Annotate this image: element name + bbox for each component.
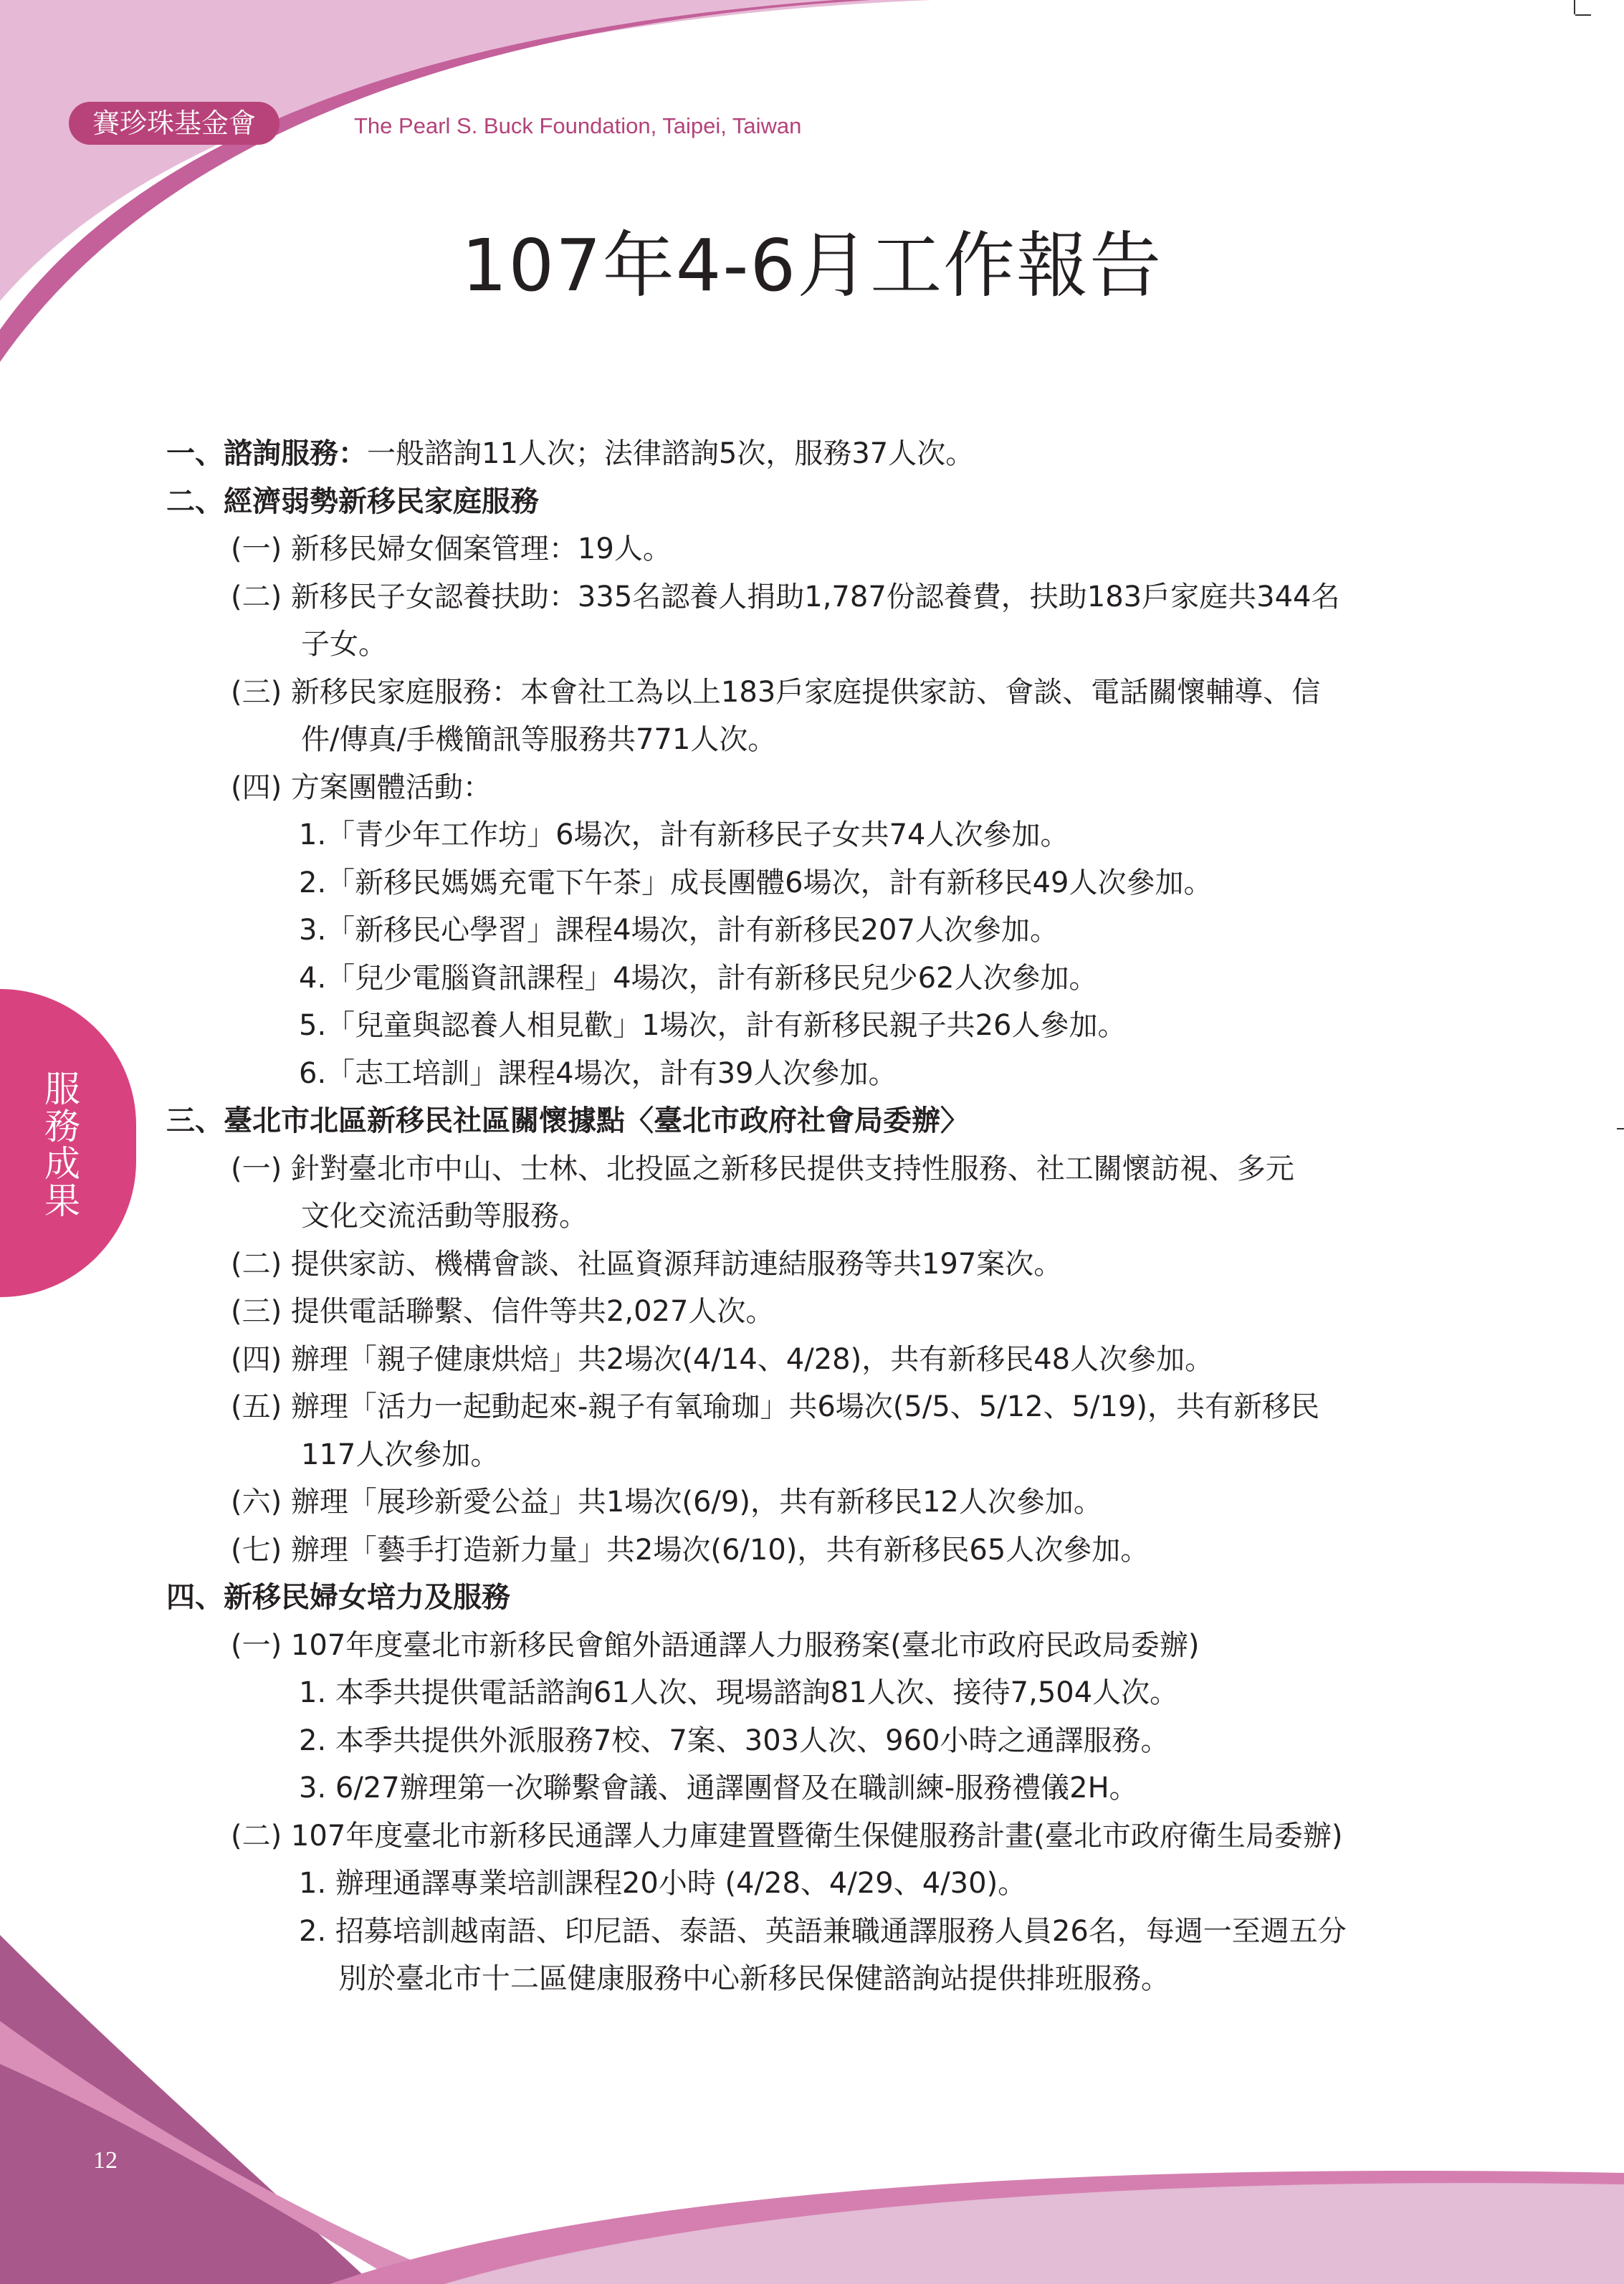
list-item: (七) 辦理「藝手打造新力量」共2場次(6/10)，共有新移民65人次參加。 bbox=[231, 1533, 1150, 1567]
crop-mark-right bbox=[1617, 1128, 1624, 1129]
list-item-continuation: 子女。 bbox=[301, 628, 387, 661]
list-item: (五) 辦理「活力一起動起來-親子有氧瑜珈」共6場次(5/5、5/12、5/19)，共有新移民 bbox=[231, 1390, 1320, 1423]
activity-item: 3.「新移民心學習」課程4場次，計有新移民207人次參加。 bbox=[299, 914, 1059, 947]
sub-item: 2. 本季共提供外派服務7校、7案、303人次、960小時之通譯服務。 bbox=[299, 1724, 1170, 1757]
list-item-continuation: 117人次參加。 bbox=[301, 1438, 500, 1471]
sub-item: 3. 6/27辦理第一次聯繫會議、通譯團督及在職訓練-服務禮儀2H。 bbox=[299, 1772, 1138, 1805]
section-heading: 三、臺北市北區新移民社區關懷據點〈臺北市政府社會局委辦〉 bbox=[166, 1104, 969, 1137]
crop-mark-top-right-h bbox=[1575, 14, 1591, 16]
section-heading: 二、經濟弱勢新移民家庭服務 bbox=[166, 484, 539, 518]
list-item: (三) 提供電話聯繫、信件等共2,027人次。 bbox=[231, 1295, 775, 1328]
page-number: 12 bbox=[93, 2147, 118, 2174]
org-badge: 賽珍珠基金會 bbox=[69, 102, 280, 145]
list-item: (一) 107年度臺北市新移民會館外語通譯人力服務案(臺北市政府民政局委辦) bbox=[231, 1628, 1200, 1662]
section-heading: 四、新移民婦女培力及服務 bbox=[166, 1581, 510, 1614]
side-tab-text bbox=[37, 1071, 87, 1220]
section-heading: 一、諮詢服務： bbox=[166, 437, 367, 470]
list-item: (二) 新移民子女認養扶助：335名認養人捐助1,787份認養費，扶助183戶家庭共344名 bbox=[231, 580, 1340, 613]
list-item: (四) 方案團體活動： bbox=[231, 770, 492, 804]
activity-item: 6.「志工培訓」課程4場次，計有39人次參加。 bbox=[299, 1056, 897, 1090]
sub-item-continuation: 別於臺北市十二區健康服務中心新移民保健諮詢站提供排班服務。 bbox=[338, 1962, 1170, 1995]
activity-item: 4.「兒少電腦資訊課程」4場次，計有新移民兒少62人次參加。 bbox=[299, 961, 1098, 995]
list-item: (一) 新移民婦女個案管理：19人。 bbox=[231, 532, 672, 565]
crop-mark-top-right bbox=[1574, 0, 1575, 14]
list-item: (四) 辦理「親子健康烘焙」共2場次(4/14、4/28)，共有新移民48人次參加。 bbox=[231, 1342, 1214, 1376]
list-item: (六) 辦理「展珍新愛公益」共1場次(6/9)，共有新移民12人次參加。 bbox=[231, 1486, 1102, 1519]
side-tab-char: 果 bbox=[44, 1180, 80, 1222]
list-item: (一) 針對臺北市中山、士林、北投區之新移民提供支持性服務、社工關懷訪視、多元 bbox=[231, 1152, 1294, 1185]
list-item: (二) 107年度臺北市新移民通譯人力庫建置暨衛生保健服務計畫(臺北市政府衛生局委辦) bbox=[231, 1819, 1343, 1853]
activity-item: 5.「兒童與認養人相見歡」1場次，計有新移民親子共26人參加。 bbox=[299, 1009, 1127, 1042]
list-item: (二) 提供家訪、機構會談、社區資源拜訪連結服務等共197案次。 bbox=[231, 1247, 1063, 1281]
section-consulting bbox=[166, 430, 1456, 478]
activity-item: 2.「新移民媽媽充電下午茶」成長團體6場次，計有新移民49人次參加。 bbox=[299, 866, 1213, 899]
list-item: (三) 新移民家庭服務：本會社工為以上183戶家庭提供家訪、會談、電話關懷輔導、信 bbox=[231, 675, 1321, 709]
activity-item: 1.「青少年工作坊」6場次，計有新移民子女共74人次參加。 bbox=[299, 818, 1069, 851]
section-text: 一般諮詢11人次；法律諮詢5次，服務37人次。 bbox=[367, 437, 975, 470]
org-english-name: The Pearl S. Buck Foundation, Taipei, Taiwan bbox=[354, 113, 802, 138]
side-tab-char: 服 bbox=[44, 1069, 80, 1110]
list-item-continuation: 文化交流活動等服務。 bbox=[301, 1200, 588, 1233]
report-body bbox=[166, 430, 1456, 2003]
side-tab-char: 務 bbox=[44, 1106, 80, 1147]
page-title: 107年4-6月工作報告 bbox=[461, 224, 1163, 307]
sub-item: 2. 招募培訓越南語、印尼語、泰語、英語兼職通譯服務人員26名，每週一至週五分 bbox=[299, 1914, 1347, 1948]
sub-item: 1. 本季共提供電話諮詢61人次、現場諮詢81人次、接待7,504人次。 bbox=[299, 1676, 1179, 1709]
list-item-continuation: 件/傳真/手機簡訊等服務共771人次。 bbox=[301, 723, 777, 756]
side-tab-char: 成 bbox=[44, 1143, 80, 1185]
sub-item: 1. 辦理通譯專業培訓課程20小時 (4/28、4/29、4/30)。 bbox=[299, 1867, 1027, 1900]
